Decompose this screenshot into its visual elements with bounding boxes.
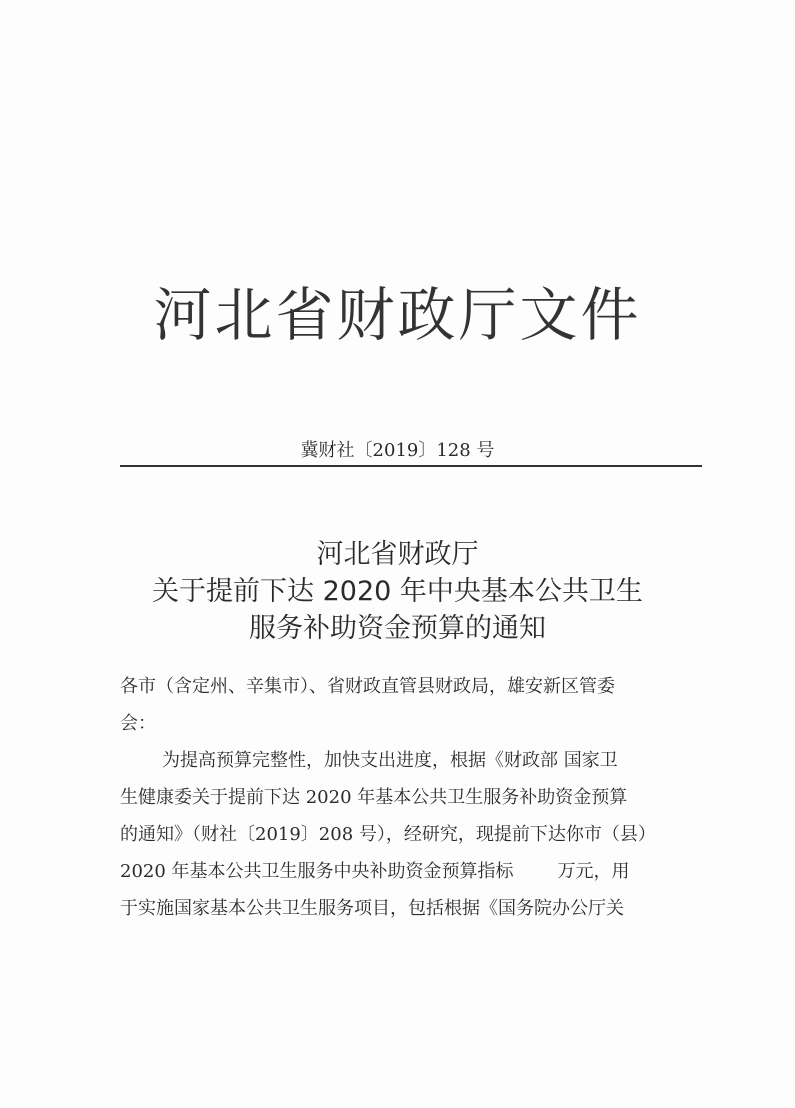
body-line-6 bbox=[120, 853, 690, 890]
issuing-authority-title: 河北省财政厅文件 bbox=[153, 281, 642, 349]
notice-title-line-3: 服务补助资金预算的通知 bbox=[249, 613, 546, 644]
body-line-6-tail: 万元，用 bbox=[557, 861, 630, 882]
header-divider-line bbox=[120, 465, 702, 467]
notice-title-line-2: 关于提前下达 2020 年中央基本公共卫生 bbox=[152, 576, 643, 607]
notice-title bbox=[0, 536, 795, 647]
body-line-4: 生健康委关于提前下达 2020 年基本公共卫生服务补助资金预算 bbox=[120, 787, 628, 808]
body-line-3: 为提高预算完整性，加快支出进度，根据《财政部 国家卫 bbox=[162, 750, 618, 771]
body-line-2: 会： bbox=[120, 713, 156, 734]
body-line-6-text: 2020 年基本公共卫生服务中央补助资金预算指标 bbox=[120, 861, 514, 882]
body-text bbox=[120, 668, 690, 927]
body-line-1: 各市（含定州、辛集市）、省财政直管县财政局，雄安新区管委 bbox=[120, 676, 615, 697]
document-number: 冀财社〔2019〕128 号 bbox=[300, 440, 495, 461]
body-line-7: 于实施国家基本公共卫生服务项目，包括根据《国务院办公厅关 bbox=[120, 898, 624, 919]
notice-title-line-1: 河北省财政厅 bbox=[316, 539, 479, 570]
body-line-5: 的通知》（财社〔2019〕208 号），经研究，现提前下达你市（县） bbox=[120, 824, 656, 845]
